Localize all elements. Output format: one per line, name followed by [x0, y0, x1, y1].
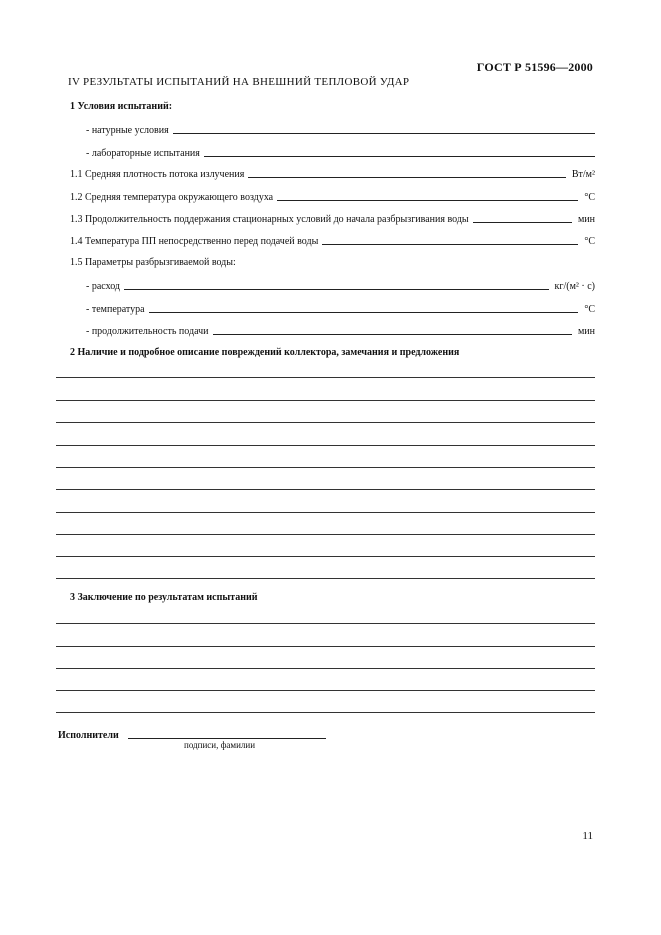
signature-field[interactable]	[128, 738, 326, 739]
spray-heading: 1.5 Параметры разбрызгиваемой воды:	[70, 257, 236, 268]
damage-line[interactable]	[56, 578, 595, 579]
conclusion-line[interactable]	[56, 668, 595, 669]
air-temp-field[interactable]	[277, 199, 578, 201]
damage-line[interactable]	[56, 400, 595, 401]
damage-line[interactable]	[56, 512, 595, 513]
duration-unit: мин	[577, 214, 595, 225]
damage-line[interactable]	[56, 534, 595, 535]
natural-conditions-field[interactable]	[173, 132, 595, 134]
air-temp-unit: °С	[584, 192, 595, 203]
flux-unit: Вт/м²	[571, 169, 595, 180]
flux-label: 1.1 Средняя плотность потока излучения	[70, 169, 245, 180]
damage-line[interactable]	[56, 467, 595, 468]
performers-label: Исполнители	[58, 730, 119, 741]
supply-label: - продолжительность подачи	[86, 326, 209, 337]
damage-heading: 2 Наличие и подробное описание повреждений коллектора, замечания и предложения	[70, 347, 460, 358]
lab-tests-field[interactable]	[204, 155, 595, 157]
natural-conditions-row	[86, 122, 595, 136]
duration-field[interactable]	[473, 221, 572, 223]
lab-tests-label: - лабораторные испытания	[86, 148, 200, 159]
damage-line[interactable]	[56, 422, 595, 423]
water-temp-field[interactable]	[149, 311, 579, 313]
page-number: 11	[582, 830, 593, 842]
lab-tests-row	[86, 145, 595, 159]
pp-temp-row	[70, 233, 595, 247]
damage-line[interactable]	[56, 445, 595, 446]
pp-temp-unit: °С	[584, 236, 595, 247]
conclusion-line[interactable]	[56, 690, 595, 691]
conclusion-line[interactable]	[56, 712, 595, 713]
flow-unit: кг/(м² · с)	[554, 281, 595, 292]
conclusion-line[interactable]	[56, 623, 595, 624]
supply-field[interactable]	[213, 333, 572, 335]
flow-label: - расход	[86, 281, 120, 292]
pp-temp-label: 1.4 Температура ПП непосредственно перед подачей воды	[70, 236, 319, 247]
conditions-heading: 1 Условия испытаний:	[70, 101, 173, 112]
section-title: IV РЕЗУЛЬТАТЫ ИСПЫТАНИЙ НА ВНЕШНИЙ ТЕПЛОВОЙ УДАР	[68, 76, 410, 88]
damage-line[interactable]	[56, 377, 595, 378]
air-temp-row	[70, 189, 595, 203]
supply-unit: мин	[577, 326, 595, 337]
damage-line[interactable]	[56, 556, 595, 557]
duration-row	[70, 211, 595, 225]
air-temp-label: 1.2 Средняя температура окружающего воздуха	[70, 192, 274, 203]
flux-row	[70, 166, 595, 180]
conclusion-heading: 3 Заключение по результатам испытаний	[70, 592, 258, 603]
flow-row	[86, 278, 595, 292]
conclusion-line[interactable]	[56, 646, 595, 647]
duration-label: 1.3 Продолжительность поддержания стационарных условий до начала разбрызгивания воды	[70, 214, 469, 225]
pp-temp-field[interactable]	[322, 243, 578, 245]
damage-line[interactable]	[56, 489, 595, 490]
signature-caption: подписи, фамилии	[184, 740, 256, 750]
water-temp-unit: °С	[584, 304, 595, 315]
standard-number: ГОСТ Р 51596—2000	[476, 60, 593, 74]
water-temp-row	[86, 301, 595, 315]
water-temp-label: - температура	[86, 304, 145, 315]
natural-conditions-label: - натурные условия	[86, 125, 169, 136]
flux-field[interactable]	[248, 176, 566, 178]
flow-field[interactable]	[124, 288, 549, 290]
supply-row	[86, 323, 595, 337]
